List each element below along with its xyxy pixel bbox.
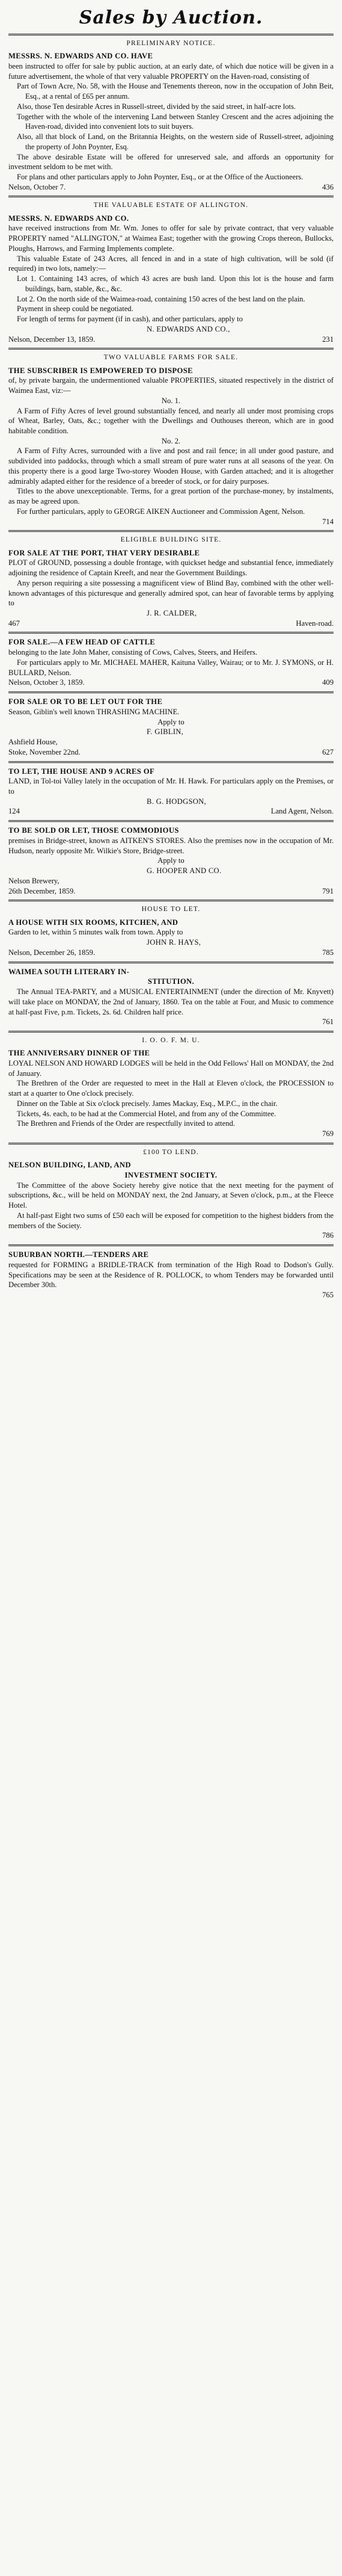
ad-body: Tickets, 4s. each, to be had at the Commercial Hotel, and from any of the Committee. bbox=[17, 1109, 276, 1118]
ad-lead bbox=[8, 826, 334, 836]
ad-signature: F. GIBLIN, bbox=[147, 727, 184, 737]
ad-body: Season, Giblin's well known THRASHING MACHINE. bbox=[8, 707, 180, 716]
ad-signature: JOHN R. HAYS, bbox=[147, 938, 201, 947]
ad-number: 714 bbox=[322, 517, 334, 526]
divider bbox=[8, 196, 334, 197]
ad-lead bbox=[8, 967, 334, 977]
ad-number: 791 bbox=[322, 886, 334, 895]
ad-lead-text: MESSRS. N. EDWARDS AND CO. bbox=[8, 214, 129, 223]
ad-lead bbox=[8, 697, 334, 707]
ad-lead-text: FOR SALE OR TO BE LET OUT FOR THE bbox=[8, 697, 163, 706]
ad-date: Nelson, October 3, 1859. bbox=[8, 678, 85, 687]
ad-footer bbox=[8, 747, 334, 758]
ad-item: Also, all that block of Land, on the Britannia Heights, on the western side of Russell-street, adjoining the property of John Poynter, Esq. bbox=[17, 132, 334, 151]
ad-lead-text: FOR SALE AT THE PORT, THAT VERY DESIRABLE bbox=[8, 548, 200, 557]
ad-heading: PRELIMINARY NOTICE. bbox=[126, 39, 216, 47]
ad-aitkens-stores bbox=[8, 826, 334, 896]
ad-house-to-let bbox=[8, 905, 334, 957]
ad-body: The Brethren of the Order are requested to meet in the Hall at Eleven o'clock, the PROCESSION to start at a quarter to One o'clock precisely. bbox=[8, 1079, 334, 1098]
divider bbox=[8, 691, 334, 693]
ad-allington bbox=[8, 201, 334, 344]
ad-waimea-institution bbox=[8, 967, 334, 1027]
ad-heading: I. O. O. F. M. U. bbox=[142, 1036, 200, 1044]
ad-number: 786 bbox=[322, 1231, 334, 1240]
ad-lot: Lot 2. On the north side of the Waimea-road, containing 150 acres of the best land on the plain. bbox=[17, 294, 305, 303]
divider bbox=[8, 34, 334, 36]
ad-thrashing-machine bbox=[8, 697, 334, 757]
ad-footer bbox=[8, 182, 334, 193]
ad-body: Apply to bbox=[157, 717, 185, 726]
ad-body: Payment in sheep could be negotiated. bbox=[17, 304, 133, 314]
divider bbox=[8, 632, 334, 634]
divider bbox=[8, 1244, 334, 1246]
ad-date: 26th December, 1859. bbox=[8, 886, 76, 895]
ad-body: A Farm of Fifty Acres, surrounded with a live and post and rail fence; in all under good pasture, and subdivided into paddocks, through which a small stream of pure water runs at all seasons of the year. On this property there is a good large Two-storey Wooden House, with Garden attached; and it is altogether admirably adapted either for the residence of a breeder of stock, or for dairy purposes. bbox=[8, 446, 334, 486]
ad-heading: HOUSE TO LET. bbox=[141, 906, 201, 913]
ad-lead-text: WAIMEA SOUTH LITERARY IN- bbox=[8, 967, 130, 976]
ad-footer bbox=[8, 806, 334, 817]
ad-signature: N. EDWARDS AND CO., bbox=[147, 324, 230, 333]
ad-body: premises in Bridge-street, known as AITKEN'S STORES. Also the premises now in the occupation of Mr. Hudson, nearly opposite Mr. Wilkie's Store, Bridge-street. bbox=[8, 836, 334, 855]
ad-lead-text: TO LET, THE HOUSE AND 9 ACRES OF bbox=[8, 767, 155, 776]
ad-subhead: No. 2. bbox=[161, 436, 181, 445]
ad-lead-text: MESSRS. N. EDWARDS AND CO. HAVE bbox=[8, 52, 153, 61]
ad-number: 761 bbox=[322, 1018, 334, 1027]
ad-lead bbox=[8, 1048, 334, 1058]
ad-oddfellows-dinner bbox=[8, 1036, 334, 1139]
ad-cattle bbox=[8, 637, 334, 688]
ad-signature: B. G. HODGSON, bbox=[147, 797, 207, 806]
ad-number: 785 bbox=[322, 948, 334, 957]
ad-body: of, by private bargain, the undermentioned valuable PROPERTIES, situated respectively in the district of Waimea East, viz:— bbox=[8, 376, 334, 395]
ad-body: Garden to let, within 5 minutes walk from town. Apply to bbox=[8, 928, 183, 937]
ad-body: Titles to the above unexceptionable. Terms, for a great portion of the purchase-money, by instalments, as may be agreed upon. bbox=[8, 487, 334, 506]
ad-lead-text: FOR SALE.—A FEW HEAD OF CATTLE bbox=[8, 638, 156, 647]
ad-item: Part of Town Acre, No. 58, with the House and Tenements thereon, now in the occupation of John Beit, Esq., at a rental of £65 per annum. bbox=[17, 82, 334, 101]
divider bbox=[8, 962, 334, 963]
divider bbox=[8, 900, 334, 901]
ad-address: Haven-road. bbox=[296, 619, 334, 628]
ad-number: 231 bbox=[322, 335, 334, 344]
ad-place: Nelson Brewery, bbox=[8, 876, 60, 885]
ad-date: Nelson, December 13, 1859. bbox=[8, 335, 96, 344]
ad-footer bbox=[8, 886, 334, 897]
ad-body: The Committee of the above Society hereby give notice that the next meeting for the payment of subscriptions, &c., will be held on MONDAY next, the 2nd January, at Seven o'clock, p.m., at the Fleece Hotel. bbox=[8, 1181, 334, 1210]
ad-heading: ELIGIBLE BUILDING SITE. bbox=[120, 536, 222, 544]
ad-footer bbox=[8, 678, 334, 688]
ad-heading: TWO VALUABLE FARMS FOR SALE. bbox=[103, 354, 239, 362]
ad-lead-text: THE ANNIVERSARY DINNER OF THE bbox=[8, 1049, 150, 1058]
ad-number: 769 bbox=[322, 1129, 334, 1138]
divider bbox=[8, 530, 334, 532]
ad-subhead: No. 1. bbox=[161, 396, 181, 405]
ad-lead bbox=[8, 918, 334, 928]
ad-lead-text: TO BE SOLD OR LET, THOSE COMMODIOUS bbox=[8, 826, 179, 835]
ad-place: Ashfield House, bbox=[8, 738, 58, 747]
ad-two-farms bbox=[8, 353, 334, 527]
ad-body: For further particulars, apply to GEORGE AIKEN Auctioneer and Commission Agent, Nelson. bbox=[17, 507, 305, 516]
ad-footer bbox=[8, 619, 334, 629]
ad-heading: THE VALUABLE ESTATE OF ALLINGTON. bbox=[93, 202, 249, 209]
ad-date: Nelson, December 26, 1859. bbox=[8, 948, 96, 957]
ad-number: 765 bbox=[322, 1290, 334, 1299]
ad-body: The above desirable Estate will be offered for unreserved sale, and affords an opportunity for investment seldom to be met with. bbox=[8, 152, 334, 171]
ad-signature: J. R. CALDER, bbox=[147, 609, 197, 617]
ad-lead bbox=[8, 767, 334, 777]
ad-lead bbox=[8, 214, 334, 224]
ad-number: 124 bbox=[8, 807, 20, 816]
divider bbox=[8, 1031, 334, 1033]
ad-body: PLOT of GROUND, possessing a double frontage, with quickset hedge and substantial fence, immediately adjoining the residence of Captain Kreeft, and near the Government Buildings. bbox=[8, 558, 334, 578]
ad-footer bbox=[8, 948, 334, 958]
ad-lead bbox=[8, 51, 334, 61]
ad-body: belonging to the late John Maher, consisting of Cows, Calves, Steers, and Heifers. bbox=[8, 648, 257, 657]
ad-body: been instructed to offer for sale by public auction, at an early date, of which due notice will be given in a future advertisement, the whole of that very valuable PROPERTY on the Haven-road, consisting of bbox=[8, 61, 334, 81]
ad-address: Land Agent, Nelson. bbox=[270, 807, 334, 816]
ad-lead bbox=[8, 548, 334, 558]
ad-number: 467 bbox=[8, 619, 20, 628]
ad-body: Apply to bbox=[157, 856, 185, 865]
ad-body: have received instructions from Mr. Wm. Jones to offer for sale by private contract, that very valuable PROPERTY named "ALLINGTON," at Waimea East; together with the growing Crops thereon, Bullocks, Ploughs, Harrows, and Farming Implements complete. bbox=[8, 224, 334, 253]
ad-body: A Farm of Fifty Acres of level ground substantially fenced, and nearly all under most promising crops of Wheat, Barley, Oats, &c.; together with the Dwellings and Outhouses thereon, which are in good habitable condition. bbox=[8, 406, 334, 435]
ad-body: LAND, in Tol-toi Valley lately in the occupation of Mr. H. Hawk. For particulars apply on the Premises, or to bbox=[8, 777, 334, 796]
ad-body: Any person requiring a site possessing a magnificent view of Blind Bay, combined with the other well-known advantages of this picturesque and generally admired spot, can hear of favorable terms by applying to bbox=[8, 578, 334, 608]
divider bbox=[8, 348, 334, 350]
ad-suburban-tenders bbox=[8, 1250, 334, 1300]
ad-lead-continued: STITUTION. bbox=[147, 977, 195, 986]
ad-lead bbox=[8, 1250, 334, 1260]
divider bbox=[8, 1143, 334, 1144]
ad-number: 436 bbox=[322, 182, 334, 191]
ad-footer bbox=[8, 335, 334, 345]
ad-lead bbox=[8, 637, 334, 647]
ad-body: This valuable Estate of 243 Acres, all fenced in and in a state of high cultivation, will be sold (if required) in two lots, namely:— bbox=[8, 254, 334, 273]
ad-body: For length of terms for payment (if in cash), and other particulars, apply to bbox=[17, 315, 243, 324]
ad-lead-text: THE SUBSCRIBER IS EMPOWERED TO DISPOSE bbox=[8, 366, 193, 375]
divider bbox=[8, 761, 334, 763]
ad-body: The Brethren and Friends of the Order are respectfully invited to attend. bbox=[17, 1119, 235, 1128]
ad-item: Also, those Ten desirable Acres in Russell-street, divided by the said street, in half-acre lots. bbox=[17, 102, 296, 111]
ad-lead-text: NELSON BUILDING, LAND, AND bbox=[8, 1161, 131, 1170]
masthead: Sales by Auction. bbox=[79, 7, 263, 28]
ad-body: LOYAL NELSON AND HOWARD LODGES will be held in the Odd Fellows' Hall on MONDAY, the 2nd of January. bbox=[8, 1059, 334, 1078]
ad-building-society bbox=[8, 1148, 334, 1241]
ad-lead-continued: INVESTMENT SOCIETY. bbox=[124, 1170, 218, 1179]
ad-date: Stoke, November 22nd. bbox=[8, 747, 81, 756]
ad-edwards-preliminary bbox=[8, 39, 334, 193]
ad-date: Nelson, October 7. bbox=[8, 182, 66, 191]
ad-heading: £100 TO LEND. bbox=[143, 1148, 199, 1156]
ad-body: At half-past Eight two sums of £50 each will be exposed for competition to the highest bidders from the members of the Society. bbox=[8, 1211, 334, 1230]
ad-lot: Lot 1. Containing 143 acres, of which 43 acres are bush land. Upon this lot is the house and farm buildings, barn, stable, &c., &c. bbox=[17, 274, 334, 293]
ad-body: Dinner on the Table at Six o'clock precisely. James Mackay, Esq., M.P.C., in the chair. bbox=[17, 1099, 278, 1108]
ad-body: requested for FORMING a BRIDLE-TRACK from termination of the High Road to Dodson's Gully. Specifications may be seen at the Residence of R. POLLOCK, to whom Tenders may be forwarded until December 30th. bbox=[8, 1260, 334, 1290]
ad-lead-text: SUBURBAN NORTH.—TENDERS ARE bbox=[8, 1250, 149, 1259]
ad-number: 627 bbox=[322, 747, 334, 756]
ad-building-site bbox=[8, 536, 334, 628]
ad-item: Together with the whole of the intervening Land between Stanley Crescent and the acres adjoining the Haven-road, divided into convenient lots to suit buyers. bbox=[17, 112, 334, 131]
divider bbox=[8, 820, 334, 822]
ad-number: 409 bbox=[322, 678, 334, 687]
ad-signature: G. HOOPER AND CO. bbox=[147, 866, 222, 876]
ad-body: The Annual TEA-PARTY, and a MUSICAL ENTERTAINMENT (under the direction of Mr. Knyvett) will take place on MONDAY, the 2nd of January, 1860. Tea on the table at Four, and Music to commence at half-past Five, p.m. Tickets, 2s. 6d. Children half price. bbox=[8, 987, 334, 1016]
ad-lead bbox=[8, 366, 334, 376]
ad-lead bbox=[8, 1160, 334, 1170]
ad-lead-text: A HOUSE WITH SIX ROOMS, KITCHEN, AND bbox=[8, 918, 179, 927]
ad-body: For particulars apply to Mr. MICHAEL MAHER, Kaituna Valley, Wairau; or to Mr. J. SYMONS, or H. BULLARD, Nelson. bbox=[8, 658, 334, 677]
ad-body: For plans and other particulars apply to John Poynter, Esq., or at the Office of the Auctioneers. bbox=[17, 172, 304, 181]
ad-house-nine-acres bbox=[8, 767, 334, 817]
